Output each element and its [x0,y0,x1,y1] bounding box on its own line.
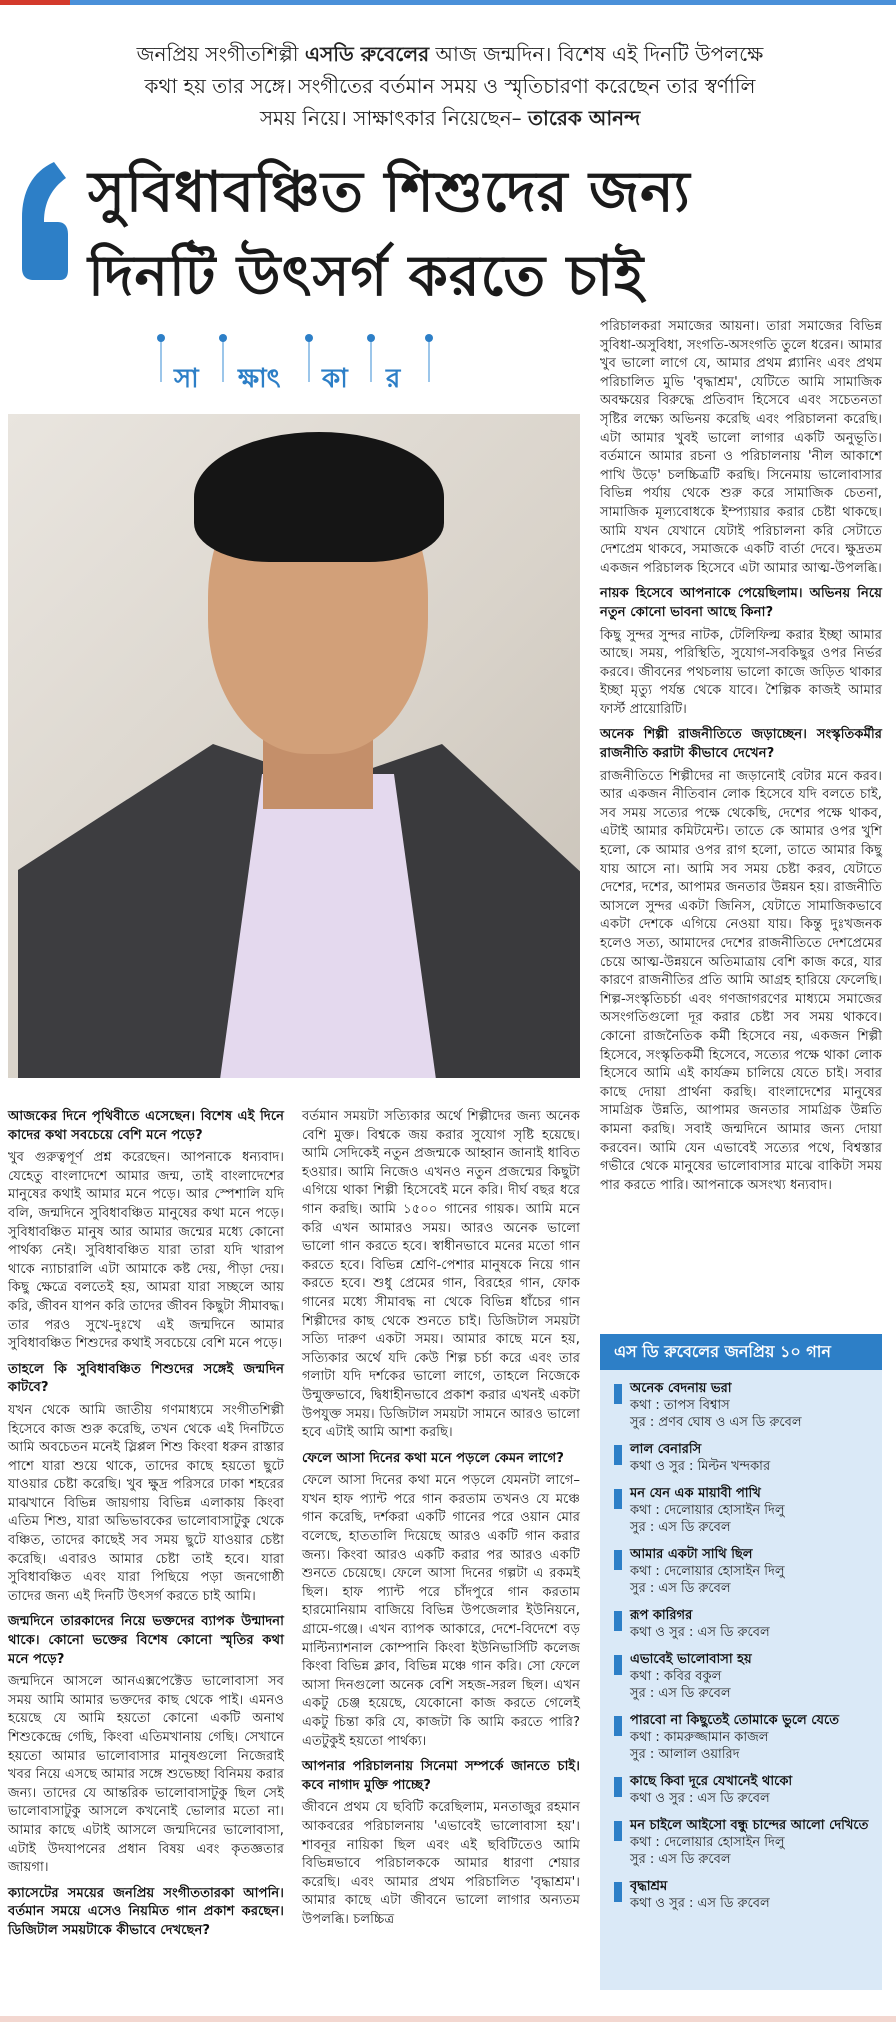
answer: যখন থেকে আমি জাতীয় গণমাধ্যমে সংগীতশিল্পী হিসেবে কাজ শুরু করেছি, তখন থেকে এই দিনটিতে আমি অবচেতন মনেই স্লিপ্পল শিশু কিংবা ধরুন রাস্তার পাশে যারা শুয়ে থাকে, তাদের কাছে হয়তো ছুটে যাওয়ার চেষ্টা করেছি। খুব ক্ষুদ্র পরিসরে ঢাকা শহরের মাঝখানে বিভিন্ন জায়গায় বিভিন্ন এলাকায় কিংবা এতিম শিশু, যারা অভিভাবকের ভালোবাসাটুকু থেকে বঞ্চিত, তাদের কাছেই সব সময় ছুটে যাওয়ার চেষ্টা করেছি। এবারও আমার চেষ্টা তাই হবে। যারা সুবিধাবঞ্চিত এবং যারা পিছিয়ে পড়া জনগোষ্ঠী তাদের জন্য এই দিনটি উৎসর্গ করতে চাই আমি। [8,1402,284,1604]
song-item [600,1475,882,1536]
song-title: পারবো না কিছুতেই তোমাকে ভুলে যেতে [630,1713,840,1728]
top-songs-sidebar [600,1334,882,1990]
headline [88,150,878,318]
question: নায়ক হিসেবে আপনাকে পেয়েছিলাম। অভিনয় নিয়ে নতুন কোনো ভাবনা আছে কিনা? [600,586,882,620]
question: ক্যাসেটের সময়ের জনপ্রিয় সংগীততারকা আপনি। বর্তমান সময়ে এসেও নিয়মিত গান প্রকাশ করছেন। ডিজিটাল সময়টাকে কীভাবে দেখছেন? [8,1885,284,1938]
tag-dot [367,334,375,342]
song-item [600,1536,882,1597]
sidebar-title: এস ডি রুবেলের জনপ্রিয় ১০ গান [600,1334,882,1370]
answer: পরিচালকরা সমাজের আয়না। তারা সমাজের বিভিন্ন সুবিধা-অসুবিধা, সংগতি-অসংগতি তুলে ধরেন। আমার খুব ভালো লাগে যে, আমার প্রথম প্ল্যানিং এবং প্রথম পরিচালিত মুভি 'বৃদ্ধাশ্রম', যেটিতে আমি সামাজিক অবক্ষয়ের বিরুদ্ধে প্রতিবাদ হিসেবে এবং সচেতনতা সৃষ্টির লক্ষ্যে অভিনয় করেছি এবং পরিচালনা করেছি। এটা আমার খুবই ভালো লাগার একটি অনুভূতি। বর্তমানে আমার রচনা ও পরিচালনায় 'নীল আকাশে পাখি উড়ে' চলচ্চিত্রটি করছি। সিনেমায় ভালোবাসার বিভিন্ন পর্যায় থেকে শুরু করে সামাজিক চেতনা, সামাজিক মূল্যবোধকে ইম্প্যায়ার করার চেষ্টা থাকছে। আমি যখন যেখানে যেটাই পরিচালনা করি সেটাতে দেশপ্রেম থাকবে, সমাজকে একটি বার্তা দেবে। ক্ষুদ্রতম একজন পরিচালক হিসেবে এটা আমার আত্ম-উপলব্ধি। [600,319,882,576]
song-credit: কথা : কবির বকুল [630,1669,722,1684]
song-item [600,1641,882,1702]
tag-syllable: ক্ষাৎ [238,364,281,394]
tag-syllable: কা [322,364,348,394]
song-credit: সুর : এস ডি রুবেল [630,1581,731,1596]
answer: বর্তমান সময়টা সত্যিকার অর্থে শিল্পীদের জন্য অনেক বেশি মুক্ত। বিশ্বকে জয় করার সুযোগ সৃষ্টি হয়েছে। আমি সেদিকেই নতুন প্রজন্মকে আহ্বান জানাই ধাবিত হওয়ার। আমি নিজেও এখনও নতুন প্রজন্মের কিছুটা এগিয়ে থাকা শিল্পী হিসেবেই মনে করি। দীর্ঘ বছর ধরে গান করছি। আমি ১৫০০ গানের গায়ক। আমি মনে করি এখন আমারও সময়। আরও অনেক ভালো ভালো গান করতে হবে। স্বাধীনভাবে মনের মতো গান করতে হবে। বিভিন্ন শ্রেণি-পেশার মানুষকে নিয়ে গান করতে হবে। শুধু প্রেমের গান, বিরহের গান, ফোক গানের মধ্যে সীমাবদ্ধ না থেকে বিভিন্ন ধাঁচের গান শিল্পীদের কাছ থেকে শুনতে চাই। ডিজিটাল সময়টা সত্যি দারুণ একটা সময়। আমার কাছে মনে হয়, সত্যিকার অর্থে যদি কেউ শিল্প চর্চা করে এবং তার গলাটা যদি দর্শকের ভালো লাগে, তাহলে নিজেকে উন্মুক্তভাবে, দ্বিধাহীনভাবে প্রকাশ করার এখনই একটা উপযুক্ত সময়। ডিজিটাল সময়টা সামনে আরও ভালো হবে এটাই আমি আশা করছি। [302,1109,580,1441]
song-marker-icon [614,1611,622,1631]
song-credit: কথা : দেলোয়ার হোসাইন দিলু [630,1503,785,1518]
song-item [600,1702,882,1763]
song-title: বৃদ্ধাশ্রম [630,1879,668,1894]
headline-line1: সুবিধাবঞ্চিত শিশুদের জন্য [88,159,691,225]
question: ফেলে আসা দিনের কথা মনে পড়লে কেমন লাগে? [302,1450,564,1466]
tag-divider [160,340,162,382]
headline-line2: দিনটি উৎসর্গ করতে চাই [88,243,645,309]
article-column-right [600,318,882,1202]
song-title: কাছে কিবা দূরে যেখানেই থাকো [630,1774,793,1789]
tag-divider [428,340,430,382]
song-credit: সুর : আলাল ওয়ারিদ [630,1747,740,1762]
tag-divider [308,340,310,382]
tag-dot [305,334,313,342]
song-credit: কথা : দেলোয়ার হোসাইন দিলু [630,1564,785,1579]
song-credit: কথা ও সুর : এস ডি রুবেল [630,1791,770,1806]
intro-author-name: তারেক আনন্দ [528,106,641,130]
song-marker-icon [614,1882,622,1902]
song-title: অনেক বেদনায় ভরা [630,1381,732,1396]
photo-hair [194,432,444,562]
song-title: মন চাইলে আইসো বন্ধু চান্দের আলো দেখিতে [630,1818,869,1833]
question: আজকের দিনে পৃথিবীতে এসেছেন। বিশেষ এই দিনে কাদের কথা সবচেয়ে বেশি মনে পড়ে? [8,1109,284,1143]
song-credit: সুর : এস ডি রুবেল [630,1520,731,1535]
song-title: লাল বেনারসি [630,1442,702,1457]
answer: জন্মদিনে আসলে আনএক্সপেক্টেড ভালোবাসা সব সময় আমি আমার ভক্তদের কাছ থেকে পাই। এমনও হয়েছে যে আমি হয়তো কোনো একটি অনাথ শিশুকেন্দ্রে গেছি, কিংবা এতিমখানায় গেছি। সেখানে হয়তো আমার ভালোবাসার মানুষগুলো নিজেরাই খবর নিয়ে এসছে আমার সঙ্গে শুভেচ্ছা বিনিময় করার জন্য। তাদের যে আন্তরিক ভালোবাসাটুকু ছিল সেই ভালোবাসাটুকু আসলে কখনোই ভোলার মতো না। আমার কাছে এটাই আসলে জন্মদিনের ভালোবাসা, এটাই উদযাপনের প্রধান বিষয় এবং কৃতজ্ঞতার জায়গা। [8,1674,284,1876]
song-title: রূপ কারিগর [630,1608,693,1623]
song-credit: সুর : প্রণব ঘোষ ও এস ডি রুবেল [630,1415,802,1430]
song-credit: সুর : এস ডি রুবেল [630,1852,731,1867]
top-accent-bar [0,0,896,5]
answer: কিছু সুন্দর সুন্দর নাটক, টেলিফিল্ম করার ইচ্ছা আমার আছে। সময়, পরিস্থিতি, সুযোগ-সবকিছুর ওপর নির্ভর করবে। জীবনের পথচলায় ভালো কাজে জড়িত থাকার ইচ্ছা মৃত্যু পর্যন্ত থেকে যাবে। শৈল্পিক কাজই আমার ফার্স্ট প্রায়োরিটি। [600,627,882,717]
section-tag-interview [160,340,450,396]
song-credit: কথা ও সুর : মিল্টন খন্দকার [630,1459,771,1474]
tag-syllable: র [386,364,401,394]
song-item [600,1370,882,1431]
song-marker-icon [614,1821,622,1841]
song-item [600,1597,882,1641]
song-credit: কথা : দেলোয়ার হোসাইন দিলু [630,1835,785,1850]
intro-line3: সময় নিয়ে। সাক্ষাৎকার নিয়েছেন– [259,106,529,130]
song-credit: সুর : এস ডি রুবেল [630,1686,731,1701]
portrait-photo [8,414,580,1078]
song-credit: কথা : তাপস বিশ্বাস [630,1398,730,1413]
song-marker-icon [614,1716,622,1736]
intro-line2: কথা হয় তার সঙ্গে। সংগীতের বর্তমান সময় ও স্মৃতিচারণা করেছেন তার স্বর্ণালি [144,74,756,98]
song-item [600,1807,882,1868]
question: আপনার পরিচালনায় সিনেমা সম্পর্কে জানতে চাই। কবে নাগাদ মুক্তি পাচ্ছে? [302,1759,580,1793]
answer: খুব গুরুত্বপূর্ণ প্রশ্ন করেছেন। আপনাকে ধন্যবাদ। যেহেতু বাংলাদেশে আমার জন্ম, তাই বাংলাদেশের মানুষের কথাই আমার মনে পড়ে। আর স্পেশালি যদি বলি, জন্মদিনে সুবিধাবঞ্চিত মানুষের কথা মনে পড়ে। সুবিধাবঞ্চিত মানুষ আর আমার জন্মের মধ্যে কোনো পার্থক্য নেই। সুবিধাবঞ্চিত যারা তারা যদি খারাপ থাকে ন্যাচারালি এটা আমাকে কষ্ট দেয়, পীড়া দেয়। কিছু ক্ষেত্রে বলতেই হয়, আমরা যারা সচ্ছলে আয় করি, জীবন যাপন করি তাদের জীবন কিছুটা সীমাবদ্ধ। তার পরও সুখে-দুঃখে এই জন্মদিনে আমার সুবিধাবঞ্চিত শিশুদের কথাই সবচেয়ে বেশি মনে পড়ে। [8,1150,284,1352]
song-marker-icon [614,1489,622,1509]
tag-divider [370,340,372,382]
intro-line1: জনপ্রিয় সংগীতশিল্পী [136,42,305,66]
tag-dot [425,334,433,342]
song-marker-icon [614,1550,622,1570]
intro-line1-end: আজ জন্মদিন। বিশেষ এই দিনটি উপলক্ষে [429,42,764,66]
song-item [600,1763,882,1807]
song-credit: কথা ও সুর : এস ডি রুবেল [630,1625,770,1640]
intro-text [50,38,850,134]
song-item [600,1431,882,1475]
tag-dot [157,334,165,342]
song-marker-icon [614,1777,622,1797]
song-credit: কথা ও সুর : এস ডি রুবেল [630,1896,770,1911]
intro-artist-name: এসডি রুবেলের [304,42,430,66]
tag-dot [219,334,227,342]
quote-mark-icon [14,158,72,286]
question: অনেক শিল্পী রাজনীতিতে জড়াচ্ছেন। সংস্কৃতিকর্মীর রাজনীতি করাটা কীভাবে দেখেন? [600,727,882,762]
article-column-left [8,1108,284,1945]
song-credit: কথা : কামরুজ্জামান কাজল [630,1730,769,1745]
song-title: মন যেন এক মায়াবী পাখি [630,1486,761,1501]
article-column-middle [302,1108,580,1937]
top-accent-bar-red [0,0,70,5]
tag-syllable: সা [174,364,199,394]
song-item [600,1868,882,1912]
tag-divider [222,340,224,382]
song-title: আমার একটা সাথি ছিল [630,1547,753,1562]
answer: ফেলে আসা দিনের কথা মনে পড়লে যেমনটা লাগে– যখন হাফ প্যান্ট পরে গান করতাম তখনও যে মঞ্চে গান করেছি, দর্শকরা একটি গানের পরে ওয়ান মোর বলেছে, হাততালি দিয়েছে আরও একটি গান করার জন্য। কিংবা আরও একটি করার পর আরও একটি শুনতে চেয়েছে। ফেলে আসা দিনের গল্পটা এ রকমই ছিল। হাফ প্যান্ট পরে চাঁদপুরে গান করতাম হারমোনিয়াম বাজিয়ে বিভিন্ন উপজেলার ইউনিয়নে, গ্রামে-গঞ্জে। এখন ব্যাপক আকারে, দেশে-বিদেশে বড় মাল্টিন্যাশনাল কোম্পানি কিংবা ইউনিভার্সিটি কলেজ কিংবা বিভিন্ন ক্লাব, বিভিন্ন মঞ্চে গান করি। সো ফেলে আসা দিনগুলো অনেক বেশি সহজ-সরল ছিল। এখন একটু চেঞ্জ হয়েছে, যেকোনো কাজ করতে গেলেই একটু চিন্তা করি যে, কাজটা কি আমি করতে পারি? এতটুকুই হয়তো পার্থক্য। [302,1473,580,1749]
song-marker-icon [614,1445,622,1465]
song-marker-icon [614,1655,622,1675]
answer: রাজনীতিতে শিল্পীদের না জড়ানোই বেটার মনে করব। আর একজন নীতিবান লোক হিসেবে যদি বলতে চাই, সব সময় সত্যের পক্ষে থেকেছি, দেশের পক্ষে থাকব, এটাই আমার কমিটমেন্ট। তাতে কে আমার ওপর খুশি হলো, কে আমার ওপর রাগ হলো, তাতে আমার কিছু যায় আসে না। আমি সব সময় চেষ্টা করব, যেটাতে দেশের, দশের, আপামর জনতার উন্নয়ন হয়। রাজনীতি আসলে সুন্দর একটা জিনিস, যেটাতে সামাজিকভাবে একটা দেশকে এগিয়ে নেওয়া যায়। কিন্তু দুঃখজনক হলেও সত্য, আমাদের দেশের রাজনীতিতে দেশপ্রেমের চেয়ে আত্ম-উন্নয়নে অতিমাত্রায় বেশি কাজ করে, যার কারণে রাজনীতির প্রতি আমি আগ্রহ হারিয়ে ফেলেছি। শিল্প-সংস্কৃতিচর্চা এবং গণজাগরণের মাধ্যমে সমাজের অসংগতিগুলো দূর করার চেষ্টা সব সময় থাকবে। কোনো রাজনৈতিক কর্মী হিসেবে নয়, একজন শিল্পী হিসেবে, সংস্কৃতিকর্মী হিসেবে, সত্যের পক্ষে থাকা লোক হিসেবে আমি এই কার্যক্রম চালিয়ে যেতে চাই। সবার কাছে দোয়া প্রার্থনা করছি। বাংলাদেশের মানুষের সামগ্রিক উন্নতি, আপামর জনতার সামগ্রিক উন্নতি কামনা করছি। সবাই জন্মদিনে আমার জন্য দোয়া করবেন। আমি যেন এভাবেই সত্যের পথে, বিশ্বস্তার গভীরে থেকে মানুষের ভালোবাসার মাঝে বাকিটা সময় পার করতে পারি। আপনাকে অসংখ্য ধন্যবাদ। [600,768,882,1193]
song-title: এভাবেই ভালোবাসা হয় [630,1652,752,1667]
question: তাহলে কি সুবিধাবঞ্চিত শিশুদের সঙ্গেই জন্মদিন কাটবে? [8,1361,284,1396]
answer: জীবনে প্রথম যে ছবিটি করেছিলাম, মনতাজুর রহমান আকবরের পরিচালনায় 'এভাবেই ভালোবাসা হয়'। শাবনূর নায়িকা ছিল এবং এই ছবিটিতেও আমি বিভিন্নভাবে পরিচালককে আমার ধারণা শেয়ার করেছি। এবং আমার প্রথম পরিচালিত 'বৃদ্ধাশ্রম'। আমার কাছে এটা জীবনে ভালো লাগার অন্যতম উপলব্ধি। চলচ্চিত্র [302,1800,580,1927]
question: জন্মদিনে তারকাদের নিয়ে ভক্তদের ব্যাপক উন্মাদনা থাকে। কোনো ভক্তের বিশেষ কোনো স্মৃতির কথা মনে পড়ে? [8,1614,284,1667]
bottom-accent-bar [0,2016,896,2022]
song-marker-icon [614,1384,622,1404]
